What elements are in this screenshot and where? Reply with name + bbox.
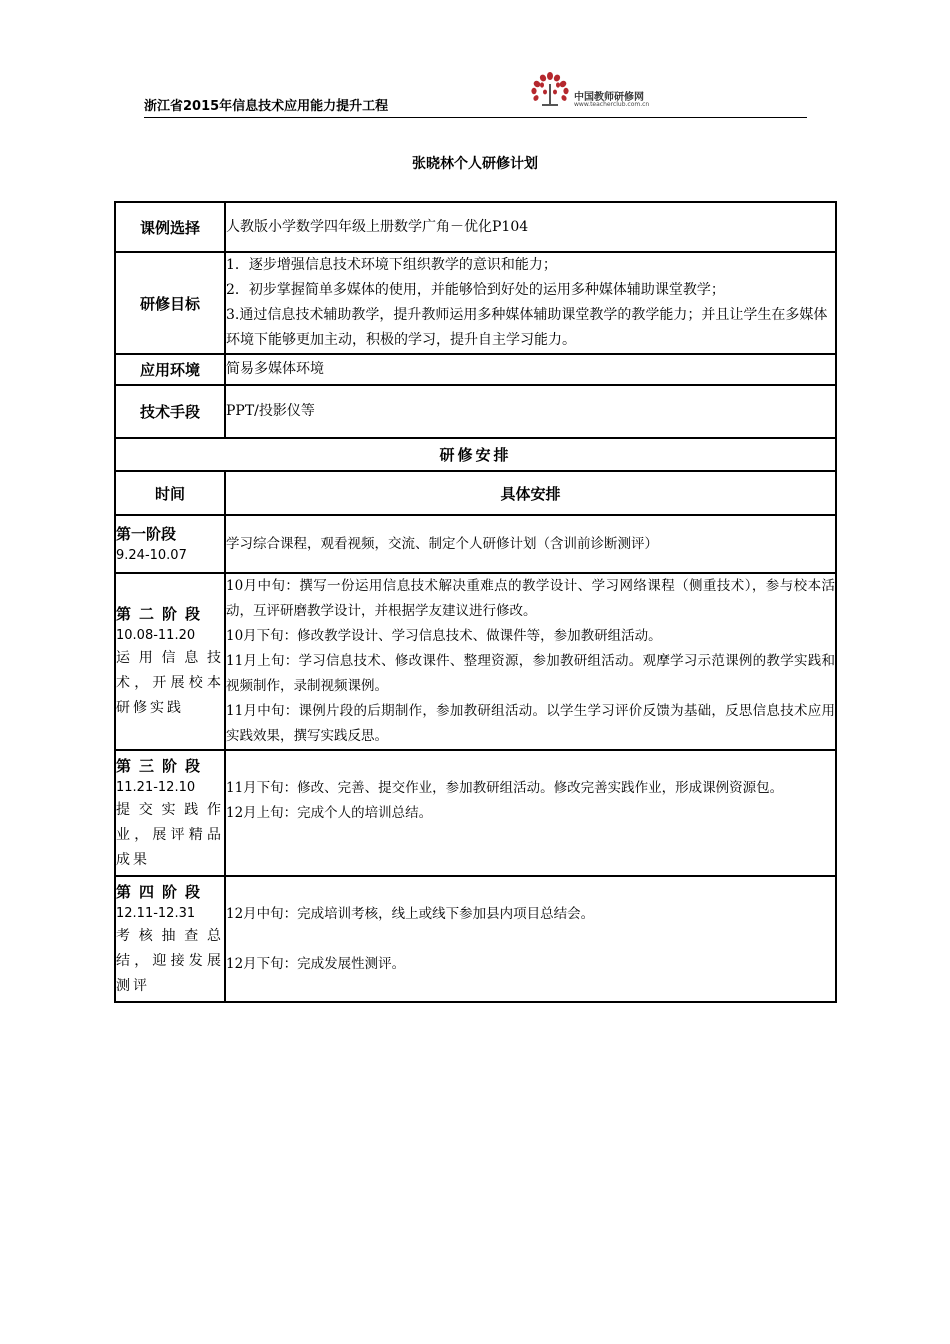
stage-name: 第四阶段 bbox=[116, 882, 209, 901]
schedule-item: 学习综合课程，观看视频，交流、制定个人研修计划（含训前诊断测评） bbox=[226, 535, 658, 552]
goal-row bbox=[115, 252, 836, 354]
column-header-row bbox=[115, 471, 836, 515]
stage-row-3 bbox=[115, 750, 836, 876]
document-title: 张晓林个人研修计划 bbox=[412, 156, 538, 172]
schedule-item: 11月上旬：学习信息技术、修改课件、整理资源，参加教研组活动。观摩学习示范课例的教学实践和视频制作，录制视频课例。 bbox=[226, 653, 835, 694]
stage-name: 第三阶段 bbox=[116, 756, 209, 775]
header-divider bbox=[144, 117, 807, 118]
goal-item: 3.通过信息技术辅助教学，提升教师运用多种媒体辅助课堂教学的教学能力；并且让学生在多媒体环境下能够更加主动，积极的学习，提升自主学习能力。 bbox=[226, 307, 828, 348]
env-value: 简易多媒体环境 bbox=[225, 354, 836, 385]
case-row bbox=[115, 202, 836, 252]
stage-2-cell bbox=[115, 573, 225, 750]
goal-item: 1．逐步增强信息技术环境下组织教学的意识和能力； bbox=[226, 257, 557, 273]
tech-label: 技术手段 bbox=[115, 385, 225, 438]
stage-dates: 9.24-10.07 bbox=[116, 548, 187, 563]
schedule-item: 12月上旬：完成个人的培训总结。 bbox=[226, 804, 433, 821]
case-label: 课例选择 bbox=[115, 202, 225, 252]
stage-4-detail bbox=[225, 876, 836, 1002]
stage-desc: 提交实践作业，展评精品成果 bbox=[116, 801, 224, 868]
goal-label: 研修目标 bbox=[115, 252, 225, 354]
stage-dates: 11.21-12.10 bbox=[116, 779, 196, 795]
stage-row-2 bbox=[115, 573, 836, 750]
tech-value: PPT/投影仪等 bbox=[225, 385, 836, 438]
section-row bbox=[115, 438, 836, 471]
stage-1-cell bbox=[115, 515, 225, 573]
env-label: 应用环境 bbox=[115, 354, 225, 385]
stage-4-cell bbox=[115, 876, 225, 1002]
tech-row bbox=[115, 385, 836, 438]
stage-dates: 10.08-11.20 bbox=[116, 628, 196, 643]
stage-name: 第二阶段 bbox=[116, 605, 209, 623]
stage-3-detail bbox=[225, 750, 836, 876]
stage-3-cell bbox=[115, 750, 225, 876]
schedule-item: 10月下旬：修改教学设计、学习信息技术、做课件等，参加教研组活动。 bbox=[226, 628, 662, 644]
stage-desc: 考核抽查总结，迎接发展测评 bbox=[116, 927, 224, 994]
header-org-text: 浙江省2015年信息技术应用能力提升工程 bbox=[144, 99, 389, 114]
goal-list bbox=[225, 252, 836, 354]
section-title: 研修安排 bbox=[115, 438, 836, 471]
study-plan-table bbox=[114, 201, 837, 1003]
teacher-club-logo bbox=[528, 70, 678, 110]
page-header bbox=[144, 66, 807, 118]
stage-1-detail bbox=[225, 515, 836, 573]
schedule-item: 12月中旬：完成培训考核，线上或线下参加县内项目总结会。 bbox=[226, 905, 595, 922]
schedule-item: 11月中旬：课例片段的后期制作，参加教研组活动。以学生学习评价反馈为基础，反思信息技术应用实践效果，撰写实践反思。 bbox=[226, 703, 835, 744]
stage-name: 第一阶段 bbox=[116, 525, 177, 543]
schedule-item: 12月下旬：完成发展性测评。 bbox=[226, 955, 406, 972]
schedule-item: 11月下旬：修改、完善、提交作业，参加教研组活动。修改完善实践作业，形成课例资源包。 bbox=[226, 779, 784, 796]
stage-2-detail bbox=[225, 573, 836, 750]
env-row bbox=[115, 354, 836, 385]
schedule-item: 10月中旬：撰写一份运用信息技术解决重难点的教学设计、学习网络课程（侧重技术），参与校本活动，互评研磨教学设计，并根据学友建议进行修改。 bbox=[226, 578, 835, 619]
col-time-header: 时间 bbox=[115, 471, 225, 515]
stage-row-1 bbox=[115, 515, 836, 573]
flower-logo-icon bbox=[528, 70, 574, 110]
goal-item: 2．初步掌握简单多媒体的使用，并能够恰到好处的运用多种媒体辅助课堂教学； bbox=[226, 282, 725, 298]
case-value: 人教版小学数学四年级上册数学广角－优化P104 bbox=[225, 202, 836, 252]
stage-row-4 bbox=[115, 876, 836, 1002]
col-detail-header: 具体安排 bbox=[225, 471, 836, 515]
logo-name: 中国教师研修网 bbox=[574, 92, 644, 103]
stage-dates: 12.11-12.31 bbox=[116, 905, 196, 921]
logo-url: www.teacherclub.com.cn bbox=[574, 101, 650, 108]
stage-desc: 运用信息技术，开展校本研修实践 bbox=[116, 650, 224, 716]
